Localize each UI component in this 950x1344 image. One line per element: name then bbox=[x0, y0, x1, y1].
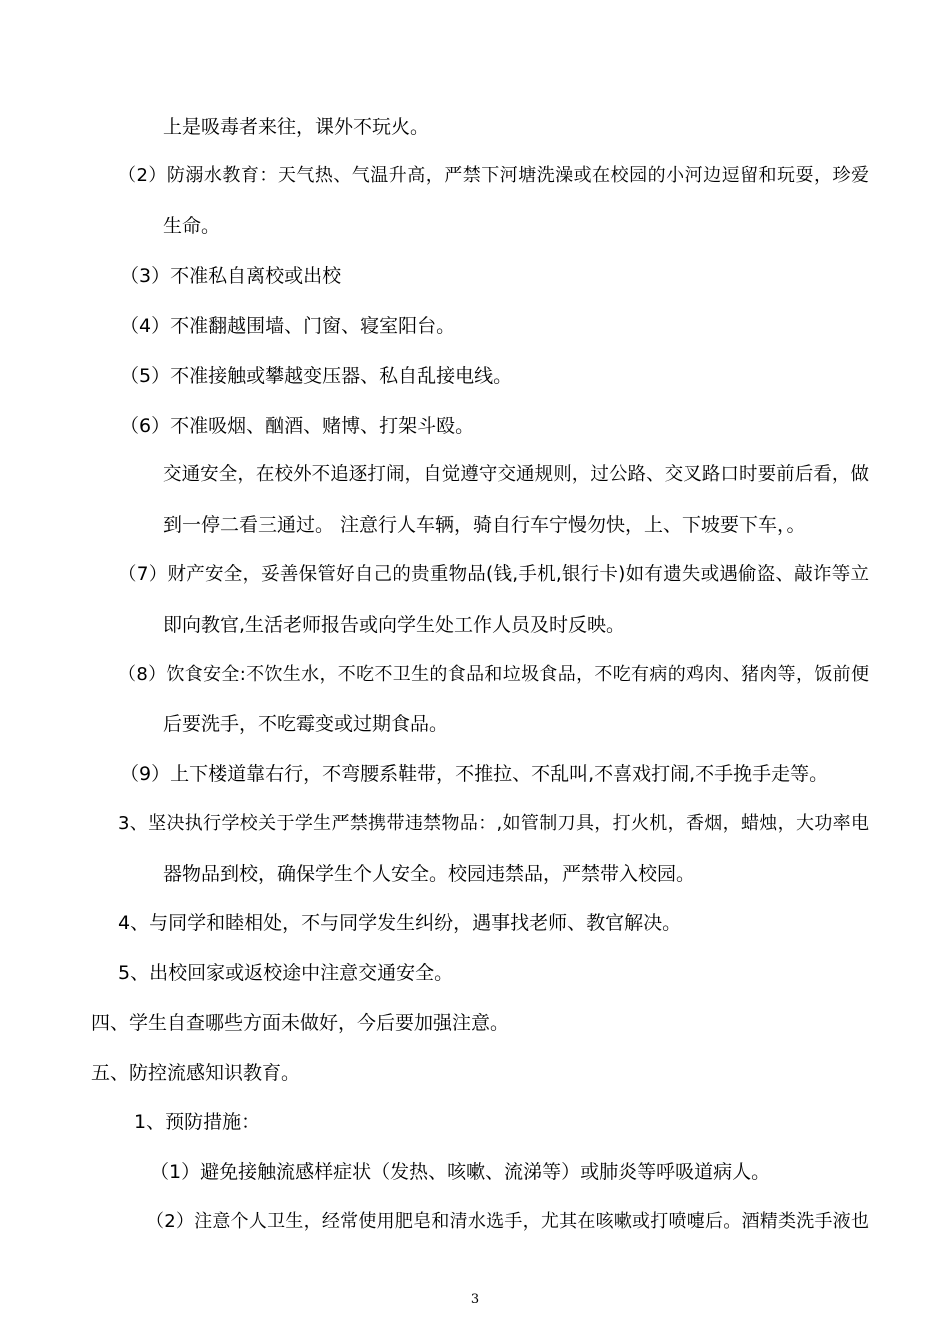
text-line-12: （8）饮食安全:不饮生水，不吃不卫生的食品和垃圾食品，不吃有病的鸡肉、猪肉等，饭前便 bbox=[118, 664, 869, 685]
page-number: 3 bbox=[470, 1292, 480, 1307]
text-line-5: （4）不准翻越围墙、门窗、寝室阳台。 bbox=[120, 315, 456, 337]
text-line-19: 四、学生自查哪些方面未做好，今后要加强注意。 bbox=[91, 1012, 510, 1034]
text-line-23: （2）注意个人卫生，经常使用肥皂和清水选手，尤其在咳嗽或打喷嚏后。酒精类洗手液也 bbox=[146, 1211, 869, 1232]
text-line-20: 五、防控流感知识教育。 bbox=[91, 1062, 301, 1084]
text-line-13: 后要洗手，不吃霉变或过期食品。 bbox=[163, 713, 449, 735]
text-line-1: 上是吸毒者来往，课外不玩火。 bbox=[163, 116, 430, 138]
text-line-8: 交通安全，在校外不追逐打闹，自觉遵守交通规则，过公路、交叉路口时要前后看，做 bbox=[163, 464, 869, 485]
text-line-18: 5、出校回家或返校途中注意交通安全。 bbox=[118, 962, 454, 984]
text-line-11: 即向教官,生活老师报告或向学生处工作人员及时反映。 bbox=[163, 614, 626, 636]
text-line-9: 到一停二看三通过。 注意行人车辆，骑自行车宁慢勿快，上、下坡要下车，。 bbox=[163, 514, 806, 536]
text-line-17: 4、与同学和睦相处，不与同学发生纠纷，遇事找老师、教官解决。 bbox=[118, 912, 682, 934]
text-line-6: （5）不准接触或攀越变压器、私自乱接电线。 bbox=[120, 365, 513, 387]
text-line-22: （1）避免接触流感样症状（发热、咳嗽、流涕等）或肺炎等呼吸道病人。 bbox=[150, 1161, 771, 1183]
text-line-16: 器物品到校，确保学生个人安全。校园违禁品，严禁带入校园。 bbox=[163, 863, 696, 885]
text-line-2: （2）防溺水教育：天气热、气温升高，严禁下河塘洗澡或在校园的小河边逗留和玩耍，珍爱 bbox=[118, 165, 869, 186]
text-line-21: 1、预防措施： bbox=[134, 1111, 261, 1133]
text-line-4: （3）不准私自离校或出校 bbox=[120, 265, 342, 287]
text-line-15: 3、坚决执行学校关于学生严禁携带违禁物品：,如管制刀具，打火机，香烟，蜡烛，大功率电 bbox=[118, 813, 869, 834]
text-line-14: （9）上下楼道靠右行，不弯腰系鞋带，不推拉、不乱叫,不喜戏打闹,不手挽手走等。 bbox=[120, 763, 829, 785]
text-line-3: 生命。 bbox=[163, 215, 221, 237]
text-line-10: （7）财产安全，妥善保管好自己的贵重物品(钱,手机,银行卡)如有遗失或遇偷盗、敲诈等立 bbox=[118, 564, 869, 585]
text-line-7: （6）不准吸烟、酗酒、赌博、打架斗殴。 bbox=[120, 415, 475, 437]
